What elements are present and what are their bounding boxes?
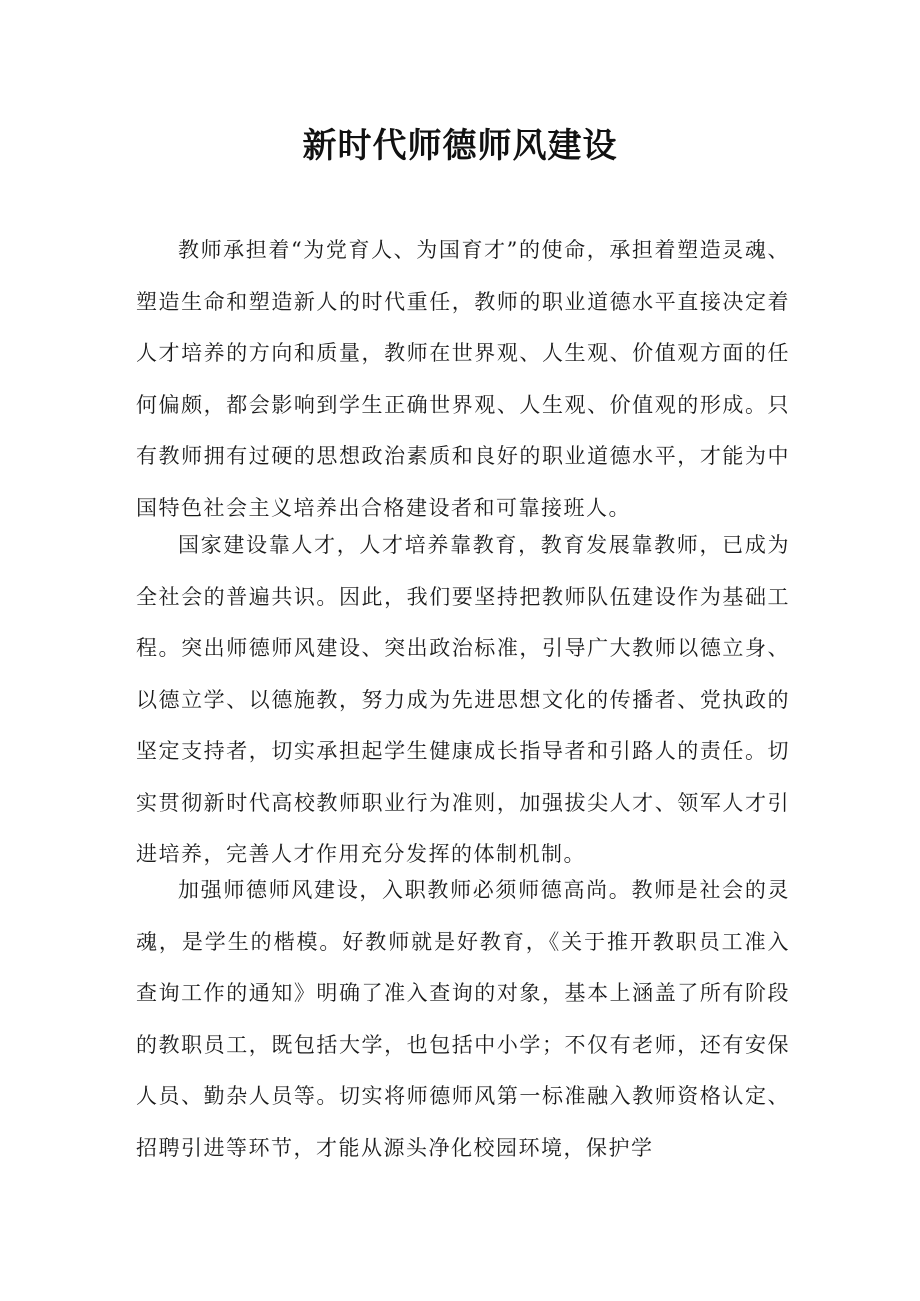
page-title: 新时代师德师风建设 bbox=[302, 126, 618, 166]
paragraph-3: 加强师德师风建设，入职教师必须师德高尚。教师是社会的灵魂，是学生的楷模。好教师就是好教育，《关于推开教职员工准入查询工作的通知》明确了准入查询的对象，基本上涵盖了所有阶段的教职员工，既包括大学，也包括中小学；不仅有老师，还有安保人员、勤杂人员等。切实将师德师风第一标准融入教师资格认定、招聘引进等环节，才能从源头净化校园环境，保护学 bbox=[136, 878, 790, 1160]
paragraph-1: 教师承担着“为党育人、为国育才”的使命，承担着塑造灵魂、塑造生命和塑造新人的时代重任，教师的职业道德水平直接决定着人才培养的方向和质量，教师在世界观、人生观、价值观方面的任何偏颇，都会影响到学生正确世界观、人生观、价值观的形成。只有教师拥有过硬的思想政治素质和良好的职业道德水平，才能为中国特色社会主义培养出合格建设者和可靠接班人。 bbox=[136, 238, 790, 520]
paragraph-2: 国家建设靠人才，人才培养靠教育，教育发展靠教师，已成为全社会的普遍共识。因此，我们要坚持把教师队伍建设作为基础工程。突出师德师风建设、突出政治标准，引导广大教师以德立身、以德立学、以德施教，努力成为先进思想文化的传播者、党执政的坚定支持者，切实承担起学生健康成长指导者和引路人的责任。切实贯彻新时代高校教师职业行为准则，加强拔尖人才、领军人才引进培养，完善人才作用充分发挥的体制机制。 bbox=[136, 533, 790, 866]
